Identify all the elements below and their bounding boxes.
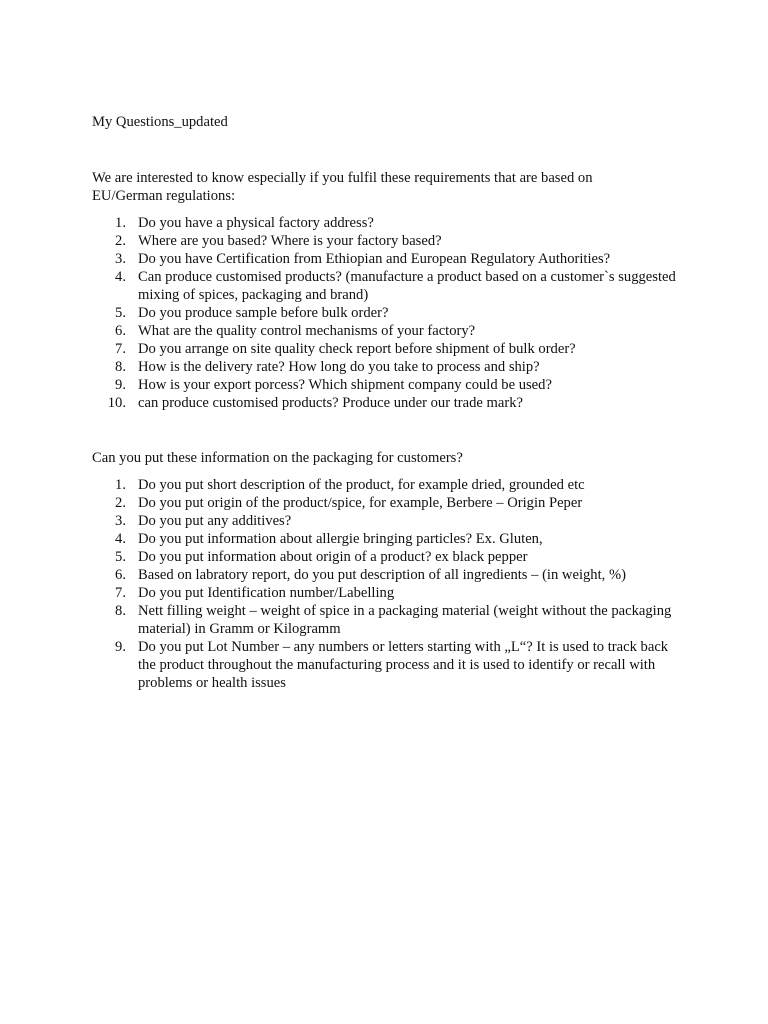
list-item: [92, 322, 688, 340]
item-text: Do you have Certification from Ethiopian and European Regulatory Authorities?: [138, 251, 611, 267]
item-text: Do you arrange on site quality check report before shipment of bulk order?: [138, 341, 576, 357]
section1-question-list: [92, 214, 692, 412]
list-item: [92, 476, 688, 494]
list-item: [92, 494, 688, 512]
section1-intro: We are interested to know especially if you fulfil these requirements that are based on EU/German regulations:: [92, 170, 593, 204]
item-text: can produce customised products? Produce under our trade mark?: [138, 395, 523, 411]
item-number: 8.: [115, 603, 126, 619]
item-text: Do you put information about allergie bringing particles? Ex. Gluten,: [138, 531, 543, 547]
item-number: 6.: [115, 323, 126, 339]
document-title: My Questions_updated: [92, 114, 228, 130]
list-item: [92, 268, 688, 304]
item-number: 3.: [115, 513, 126, 529]
list-item: [92, 548, 688, 566]
item-number: 5.: [115, 549, 126, 565]
list-item: [92, 530, 688, 548]
item-text: Nett filling weight – weight of spice in a packaging material (weight without the packaging material) in Gramm or Kilogramm: [138, 603, 672, 637]
item-number: 6.: [115, 567, 126, 583]
item-text: How is the delivery rate? How long do you take to process and ship?: [138, 359, 540, 375]
list-item: [92, 358, 688, 376]
item-number: 4.: [115, 531, 126, 547]
item-text: Do you put any additives?: [138, 513, 292, 529]
list-item: [92, 376, 688, 394]
item-number: 10.: [107, 395, 126, 411]
section2-intro: Can you put these information on the packaging for customers?: [92, 450, 463, 466]
list-item: [92, 214, 688, 232]
item-text: Based on labratory report, do you put description of all ingredients – (in weight, %): [138, 567, 626, 583]
item-number: 2.: [115, 495, 126, 511]
item-text: Can produce customised products? (manufacture a product based on a customer`s suggested mixing of spices, packaging and brand): [138, 269, 676, 303]
item-number: 3.: [115, 251, 126, 267]
item-text: What are the quality control mechanisms of your factory?: [138, 323, 476, 339]
list-item: [92, 232, 688, 250]
item-number: 9.: [115, 377, 126, 393]
item-number: 4.: [115, 269, 126, 285]
item-text: Do you put short description of the product, for example dried, grounded etc: [138, 477, 585, 493]
list-item: [92, 340, 688, 358]
list-item: [92, 638, 688, 692]
item-number: 7.: [115, 341, 126, 357]
section2-question-list: [92, 476, 692, 692]
document-page: [92, 113, 692, 692]
list-item: [92, 512, 688, 530]
item-number: 2.: [115, 233, 126, 249]
item-text: Do you have a physical factory address?: [138, 215, 374, 231]
item-number: 9.: [115, 639, 126, 655]
item-number: 7.: [115, 585, 126, 601]
list-item: [92, 394, 688, 412]
item-text: Where are you based? Where is your factory based?: [138, 233, 442, 249]
list-item: [92, 584, 688, 602]
item-text: Do you put origin of the product/spice, for example, Berbere – Origin Peper: [138, 495, 583, 511]
list-item: [92, 250, 688, 268]
item-text: Do you put information about origin of a product? ex black pepper: [138, 549, 528, 565]
item-text: Do you produce sample before bulk order?: [138, 305, 389, 321]
item-text: How is your export porcess? Which shipment company could be used?: [138, 377, 552, 393]
item-number: 5.: [115, 305, 126, 321]
item-number: 1.: [115, 477, 126, 493]
item-number: 1.: [115, 215, 126, 231]
item-text: Do you put Lot Number – any numbers or letters starting with „L“? It is used to track back the product throughout the manufacturing process and it is used to identify or recall with problems or health issues: [138, 639, 669, 691]
list-item: [92, 566, 688, 584]
list-item: [92, 304, 688, 322]
item-text: Do you put Identification number/Labelling: [138, 585, 395, 601]
list-item: [92, 602, 688, 638]
item-number: 8.: [115, 359, 126, 375]
